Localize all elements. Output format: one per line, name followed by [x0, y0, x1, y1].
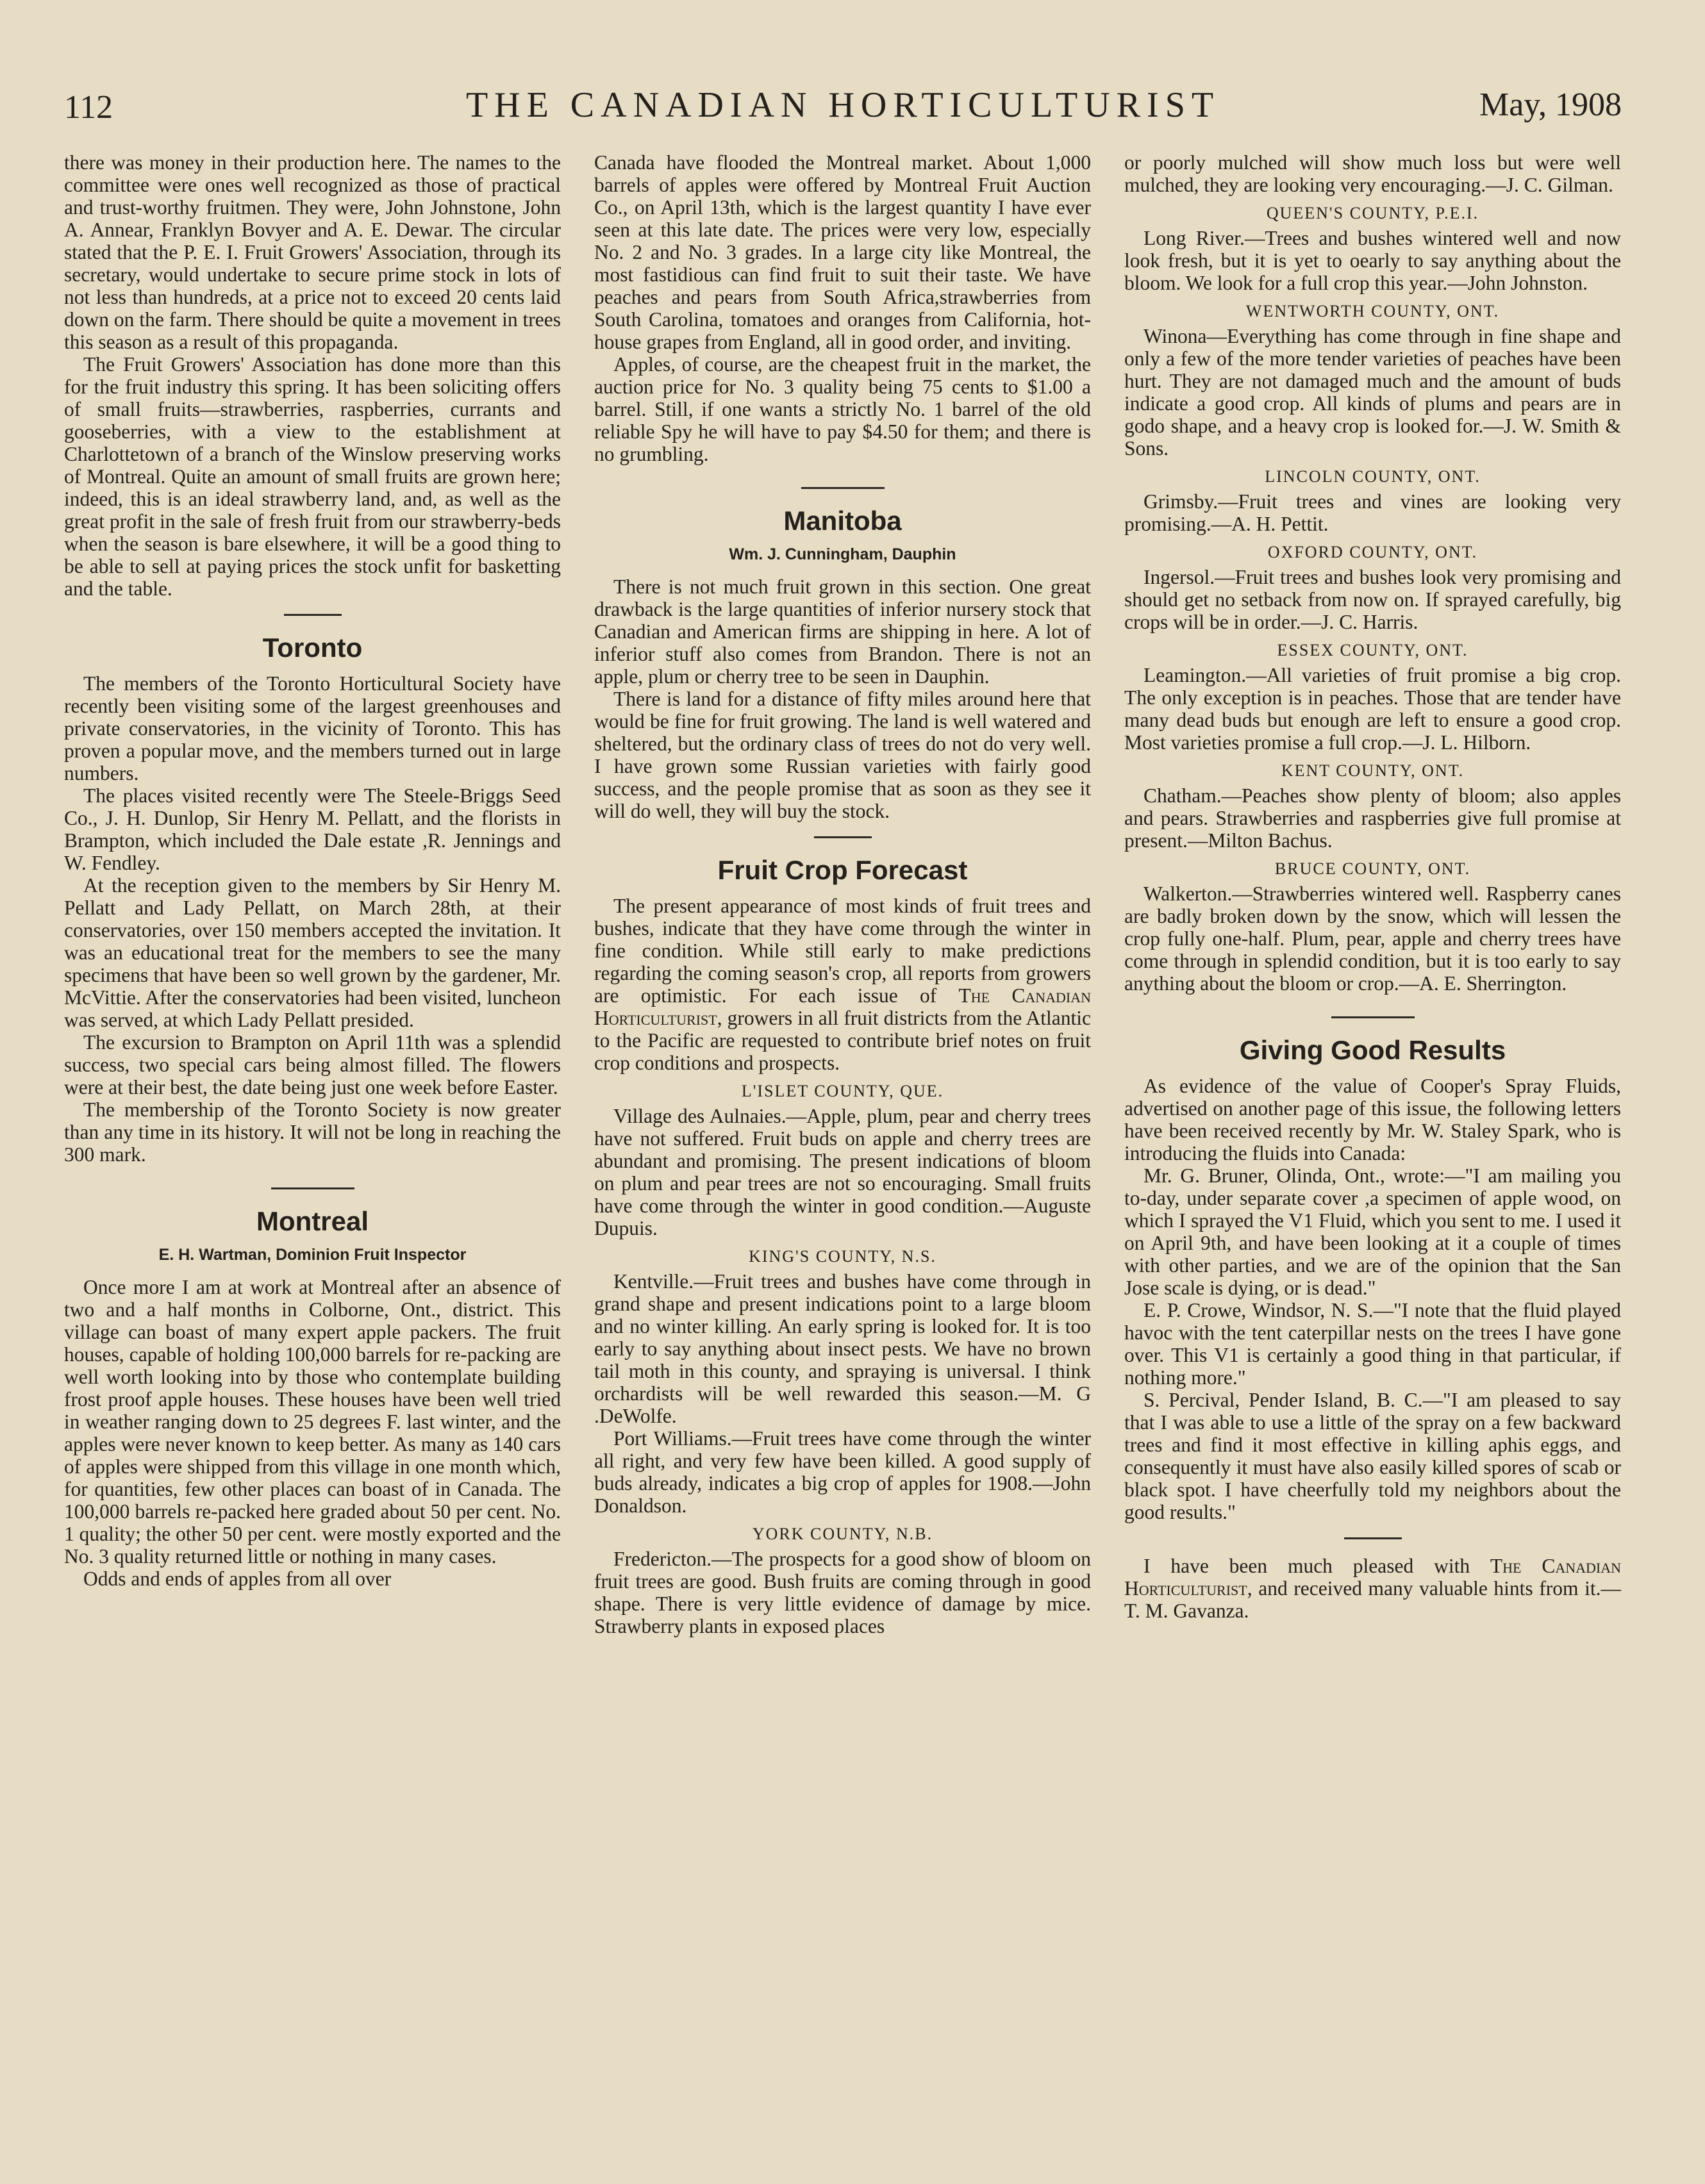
page-header: [64, 85, 1622, 133]
paragraph: There is land for a distance of fifty miles around here that would be fine for fruit growing. The land is well watered and sheltered, but the ordinary class of trees do not do very well. I have grown some Russian varieties with fairly good success, and the people promise that as soon as they see it will do well, they will buy the stock.: [594, 688, 1091, 822]
county-heading: KING'S COUNTY, N.S.: [749, 1247, 936, 1266]
crop-report: Winona—Everything has come through in fine shape and only a few of the more tender varieties of peaches have been hurt. They are not damaged much and the amount of buds indicate a good crop. All kinds of plums and pears are in godo shape, and a heavy crop is looked for.—J. W. Smith & Sons.: [1124, 325, 1621, 459]
paragraph: The Fruit Growers' Association has done more than this for the fruit industry this spring. It has been soliciting offers of small fruits—strawberries, raspberries, currants and gooseberries, with a view to the establishment at Charlottetown of a branch of the Winslow preserving works of Montreal. Quite an amount of small fruits are grown here; indeed, this is an ideal strawberry land, and, as well as the great profit in the sale of fresh fruit from our strawberry-beds when the season is bare elsewhere, it will be a good thing to be able to sell at paying prices the stock unfit for basketting and the table.: [64, 353, 561, 600]
publication-title: THE CANADIAN HORTICULTURIST: [465, 85, 1220, 125]
text-run: , and received many valuable hints from it.—T. M. Gavanza.: [1124, 1577, 1621, 1622]
county-heading: L'ISLET COUNTY, QUE.: [741, 1082, 944, 1100]
crop-report: Port Williams.—Fruit trees have come through the winter all right, and very few have been killed. A good supply of buds already, indicates a big crop of apples for 1908.—John Donaldson.: [594, 1427, 1091, 1517]
testimonial: S. Percival, Pender Island, B. C.—"I am pleased to say that I was able to use a little of the spray on a few backward trees and find it most effective in killing aphis eggs, and consequently it must have also easily killed spores of scab or black spot. I have cheerfully told my neighbors about the good results.": [1124, 1389, 1621, 1523]
paragraph: The membership of the Toronto Society is now greater than any time in its history. It will not be long in reaching the 300 mark.: [64, 1098, 561, 1166]
publication-name: The Canadian Horticulturist: [594, 984, 1091, 1029]
text-run: , growers in all fruit districts from the Atlantic to the Pacific are requested to contribute brief notes on fruit crop conditions and prospects.: [594, 1007, 1091, 1074]
column-3: [1124, 151, 1621, 1637]
testimonial: E. P. Crowe, Windsor, N. S.—"I note that the fluid played havoc with the tent caterpillar nests on the trees I have gone over. This V1 is certainly a good thing in that particular, if nothing more.": [1124, 1299, 1621, 1389]
divider: [284, 614, 342, 616]
paragraph: The excursion to Brampton on April 11th was a splendid success, two special cars being almost filled. The flowers were at their best, the date being just one week before Easter.: [64, 1031, 561, 1098]
article-columns: [64, 151, 1622, 1637]
paragraph: Apples, of course, are the cheapest fruit in the market, the auction price for No. 3 quality being 75 cents to $1.00 a barrel. Still, if one wants a strictly No. 1 barrel of the old reliable Spy he will have to pay $4.50 for them; and there is no grumbling.: [594, 353, 1091, 465]
county-heading: QUEEN'S COUNTY, P.E.I.: [1266, 204, 1479, 222]
byline: Wm. J. Cunningham, Dauphin: [729, 545, 956, 563]
section-heading-fruit-crop-forecast: Fruit Crop Forecast: [717, 855, 968, 885]
crop-report: Grimsby.—Fruit trees and vines are looking very promising.—A. H. Pettit.: [1124, 490, 1621, 535]
crop-report: Chatham.—Peaches show plenty of bloom; also apples and pears. Strawberries and raspberries give full promise at present.—Milton Bachus.: [1124, 784, 1621, 852]
paragraph: Odds and ends of apples from all over: [83, 1568, 392, 1590]
county-heading: LINCOLN COUNTY, ONT.: [1265, 467, 1481, 486]
paragraph: At the reception given to the members by Sir Henry M. Pellatt and Lady Pellatt, on March 28th, at their conservatories, over 150 members accepted the invitation. It was an educational treat for the members to see the many specimens that have been so well grown by the gardener, Mr. McVittie. After the conservatories had been visited, luncheon was served, at which Lady Pellatt presided.: [64, 874, 561, 1031]
divider: [814, 836, 872, 838]
county-heading: KENT COUNTY, ONT.: [1281, 761, 1465, 780]
crop-report: Ingersol.—Fruit trees and bushes look very promising and should get no setback from now on. If sprayed carefully, big crops will be in order.—J. C. Harris.: [1124, 566, 1621, 633]
section-heading-giving-good-results: Giving Good Results: [1239, 1035, 1506, 1065]
paragraph: There is not much fruit grown in this section. One great drawback is the large quantities of inferior nursery stock that Canadian and American firms are shipping in here. A lot of inferior stuff also comes from Brandon. There is not an apple, plum or cherry tree to be seen in Dauphin.: [594, 575, 1091, 688]
section-heading-toronto: Toronto: [262, 633, 363, 663]
publication-name: The Canadian Horticulturist: [1124, 1555, 1621, 1600]
crop-report: Long River.—Trees and bushes wintered well and now look fresh, but it is yet to oearly to say anything about the bloom. We look for a full crop this year.—John Johnston.: [1124, 227, 1621, 294]
crop-report: Walkerton.—Strawberries wintered well. Raspberry canes are badly broken down by the snow, which will lessen the crop fully one-half. Plum, pear, apple and cherry trees have come through in splendid condition, but it is too early to say anything about the bloom or crop.—A. E. Sherrington.: [1124, 882, 1621, 995]
text-run: The present appearance of most kinds of fruit trees and bushes, indicate that they have come through the winter in fine condition. While still early to make predictions regarding the coming season's crop, all reports from growers are optimistic. For each issue of: [594, 895, 1091, 1007]
crop-report: Kentville.—Fruit trees and bushes have come through in grand shape and present indications point to a large bloom and no winter killing. An early spring is looked for. It is too early to say anything about insect pests. We have no brown tail moth in this county, and spraying is universal. I think orchardists will be well rewarded this season.—M. G .DeWolfe.: [594, 1270, 1091, 1427]
divider: [801, 487, 885, 489]
divider: [1331, 1016, 1415, 1018]
section-heading-manitoba: Manitoba: [783, 506, 902, 536]
paragraph: The places visited recently were The Steele-Briggs Seed Co., J. H. Dunlop, Sir Henry M. Pellatt, and the florists in Brampton, which included the Dale estate ,R. Jennings and W. Fendley.: [64, 784, 561, 874]
issue-date: May, 1908: [1479, 87, 1622, 123]
column-1: [64, 151, 561, 1637]
column-2: [594, 151, 1091, 1637]
testimonial: [1124, 1555, 1621, 1622]
paragraph: As evidence of the value of Cooper's Spray Fluids, advertised on another page of this issue, the following letters have been received recently by Mr. W. Staley Spark, who is introducing the fluids into Canada:: [1124, 1075, 1621, 1164]
paragraph: Canada have flooded the Montreal market. About 1,000 barrels of apples were offered by Montreal Fruit Auction Co., on April 13th, which is the largest quantity I have ever seen at this late date. The prices were very low, especially No. 2 and No. 3 grades. In a large city like Montreal, the most fastidious can find fruit to suit their taste. We have peaches and pears from South Africa,strawberries from South Carolina, tomatoes and oranges from California, hot-house grapes from England, all in good order, and inviting.: [594, 151, 1091, 353]
page-number: 112: [64, 89, 113, 126]
crop-report: or poorly mulched will show much loss but were well mulched, they are looking very encouraging.—J. C. Gilman.: [1124, 151, 1621, 196]
paragraph: there was money in their production here. The names to the committee were ones well recognized as those of practical and trust-worthy fruitmen. They were, John Johnstone, John A. Annear, Franklyn Bovyer and A. E. Dewar. The circular stated that the P. E. I. Fruit Growers' Association, through its secretary, would undertake to secure prime stock in lots of not less than hundreds, at a price not to exceed 20 cents laid down on the farm. There should be quite a movement in trees this season as a result of this propaganda.: [64, 151, 561, 353]
testimonial: Mr. G. Bruner, Olinda, Ont., wrote:—"I am mailing you to-day, under separate cover ,a specimen of apple wood, on which I sprayed the V1 Fluid, which you sent to me. I used it on April 9th, and have been looking at it a couple of times with other parties, and we are of the opinion that the San Jose scale is dying, or is dead.": [1124, 1164, 1621, 1299]
divider: [1344, 1537, 1402, 1539]
byline: E. H. Wartman, Dominion Fruit Inspector: [158, 1246, 467, 1264]
paragraph: The members of the Toronto Horticultural Society have recently been visiting some of the largest greenhouses and private conservatories, in the vicinity of Toronto. This has proven a popular move, and the members turned out in large numbers.: [64, 672, 561, 784]
section-heading-montreal: Montreal: [256, 1206, 369, 1236]
divider: [271, 1187, 354, 1189]
crop-report: Village des Aulnaies.—Apple, plum, pear and cherry trees have not suffered. Fruit buds on apple and cherry trees are abundant and promising. The present indications of bloom on plum and pear trees are not so encouraging. Small fruits have come through the winter in good condition.—Auguste Dupuis.: [594, 1105, 1091, 1239]
county-heading: WENTWORTH COUNTY, ONT.: [1245, 302, 1500, 320]
text-run: I have been much pleased with: [1144, 1555, 1490, 1577]
paragraph: Once more I am at work at Montreal after an absence of two and a half months in Colborne, Ont., district. This village can boast of many expert apple packers. The fruit houses, capable of holding 100,000 barrels for re-packing are well worth looking into by those who contemplate building frost proof apple houses. These houses have been well tried in weather ranging down to 25 degrees F. last winter, and the apples were never known to keep better. As many as 140 cars of apples were shipped from this village in one month which, for quantities, few other places can boast of in Canada. The 100,000 barrels re-packed here graded about 50 per cent. No. 1 quality; the other 50 per cent. were mostly exported and the No. 3 quality returned little or nothing in many cases.: [64, 1276, 561, 1568]
crop-report: Leamington.—All varieties of fruit promise a big crop. The only exception is in peaches. Those that are tender have many dead buds but enough are left to ensure a good crop. Most varieties promise a full crop.—J. L. Hilborn.: [1124, 664, 1621, 754]
paragraph: [594, 895, 1091, 1074]
county-heading: BRUCE COUNTY, ONT.: [1274, 859, 1471, 878]
county-heading: ESSEX COUNTY, ONT.: [1277, 641, 1468, 659]
county-heading: YORK COUNTY, N.B.: [752, 1525, 933, 1543]
crop-report: Fredericton.—The prospects for a good show of bloom on fruit trees are good. Bush fruits are coming through in good shape. There is very little evidence of damage by mice. Strawberry plants in exposed places: [594, 1548, 1091, 1637]
county-heading: OXFORD COUNTY, ONT.: [1267, 543, 1478, 561]
